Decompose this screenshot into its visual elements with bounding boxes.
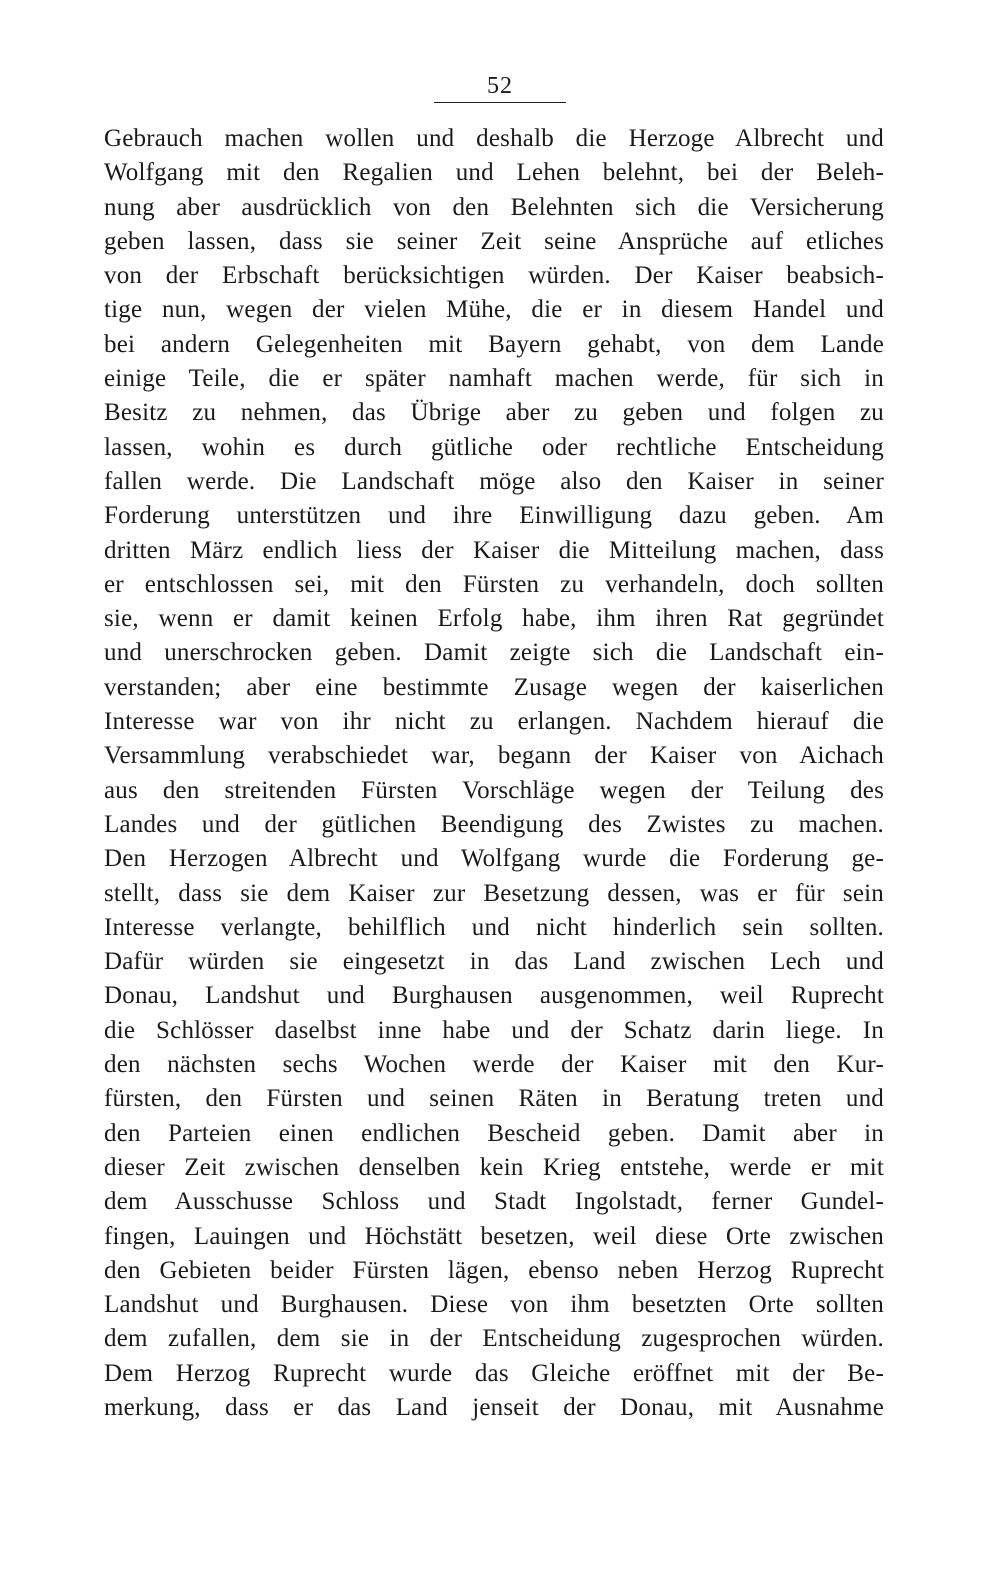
text-line: dritten März endlich liess der Kaiser die Mitteilung machen, dass xyxy=(104,536,884,564)
text-line: Wolfgang mit den Regalien und Lehen belehnt, bei der Beleh- xyxy=(104,159,884,187)
text-line: dem Ausschusse Schloss und Stadt Ingolstadt, ferner Gundel- xyxy=(104,1188,884,1216)
text-line: lassen, wohin es durch gütliche oder rechtliche Entscheidung xyxy=(104,433,884,461)
text-line: den Parteien einen endlichen Bescheid geben. Damit aber in xyxy=(104,1119,884,1147)
text-line: Donau, Landshut und Burghausen ausgenommen, weil Ruprecht xyxy=(104,982,884,1010)
header-rule xyxy=(434,102,566,103)
text-line: die Schlösser daselbst inne habe und der Schatz darin liege. In xyxy=(104,1016,884,1044)
text-line: fürsten, den Fürsten und seinen Räten in Beratung treten und xyxy=(104,1085,884,1113)
text-line: bei andern Gelegenheiten mit Bayern gehabt, von dem Lande xyxy=(104,330,884,358)
page-number: 52 xyxy=(487,73,513,99)
text-line: Dafür würden sie eingesetzt in das Land zwischen Lech und xyxy=(104,948,884,976)
text-line: Landshut und Burghausen. Diese von ihm besetzten Orte sollten xyxy=(104,1291,884,1319)
text-line: fallen werde. Die Landschaft möge also den Kaiser in seiner xyxy=(104,467,884,495)
text-line: Besitz zu nehmen, das Übrige aber zu geben und folgen zu xyxy=(104,399,884,427)
text-line: Interesse verlangte, behilflich und nicht hinderlich sein sollten. xyxy=(104,913,884,941)
text-line: nung aber ausdrücklich von den Belehnten sich die Versicherung xyxy=(104,193,884,221)
text-line: Den Herzogen Albrecht und Wolfgang wurde die Forderung ge- xyxy=(104,845,884,873)
text-line: stellt, dass sie dem Kaiser zur Besetzung dessen, was er für sein xyxy=(104,879,884,907)
text-line: geben lassen, dass sie seiner Zeit seine Ansprüche auf etliches xyxy=(104,227,884,255)
text-line: Interesse war von ihr nicht zu erlangen. Nachdem hierauf die xyxy=(104,708,884,736)
text-line: Gebrauch machen wollen und deshalb die Herzoge Albrecht und xyxy=(104,125,884,152)
text-line: Landes und der gütlichen Beendigung des Zwistes zu machen. xyxy=(104,810,884,838)
body-text xyxy=(104,122,884,1425)
text-line: tige nun, wegen der vielen Mühe, die er in diesem Handel und xyxy=(104,296,884,324)
text-line: merkung, dass er das Land jenseit der Donau, mit Ausnahme xyxy=(104,1393,884,1421)
text-line: und unerschrocken geben. Damit zeigte sich die Landschaft ein- xyxy=(104,639,884,667)
text-line: den Gebieten beider Fürsten lägen, ebenso neben Herzog Ruprecht xyxy=(104,1256,884,1284)
text-line: den nächsten sechs Wochen werde der Kaiser mit den Kur- xyxy=(104,1051,884,1079)
text-line: verstanden; aber eine bestimmte Zusage wegen der kaiserlichen xyxy=(104,673,884,701)
text-line: von der Erbschaft berücksichtigen würden. Der Kaiser beabsich- xyxy=(104,262,884,290)
text-line: dem zufallen, dem sie in der Entscheidung zugesprochen würden. xyxy=(104,1325,884,1353)
text-line: Dem Herzog Ruprecht wurde das Gleiche eröffnet mit der Be- xyxy=(104,1359,884,1387)
text-line: einige Teile, die er später namhaft machen werde, für sich in xyxy=(104,365,884,393)
text-line: aus den streitenden Fürsten Vorschläge wegen der Teilung des xyxy=(104,776,884,804)
text-line: er entschlossen sei, mit den Fürsten zu verhandeln, doch sollten xyxy=(104,570,884,598)
text-line: Forderung unterstützen und ihre Einwilligung dazu geben. Am xyxy=(104,502,884,530)
text-line: Versammlung verabschiedet war, begann der Kaiser von Aichach xyxy=(104,742,884,770)
text-line: fingen, Lauingen und Höchstätt besetzen, weil diese Orte zwischen xyxy=(104,1222,884,1250)
text-line: dieser Zeit zwischen denselben kein Krieg entstehe, werde er mit xyxy=(104,1153,884,1181)
text-line: sie, wenn er damit keinen Erfolg habe, ihm ihren Rat gegründet xyxy=(104,605,884,633)
